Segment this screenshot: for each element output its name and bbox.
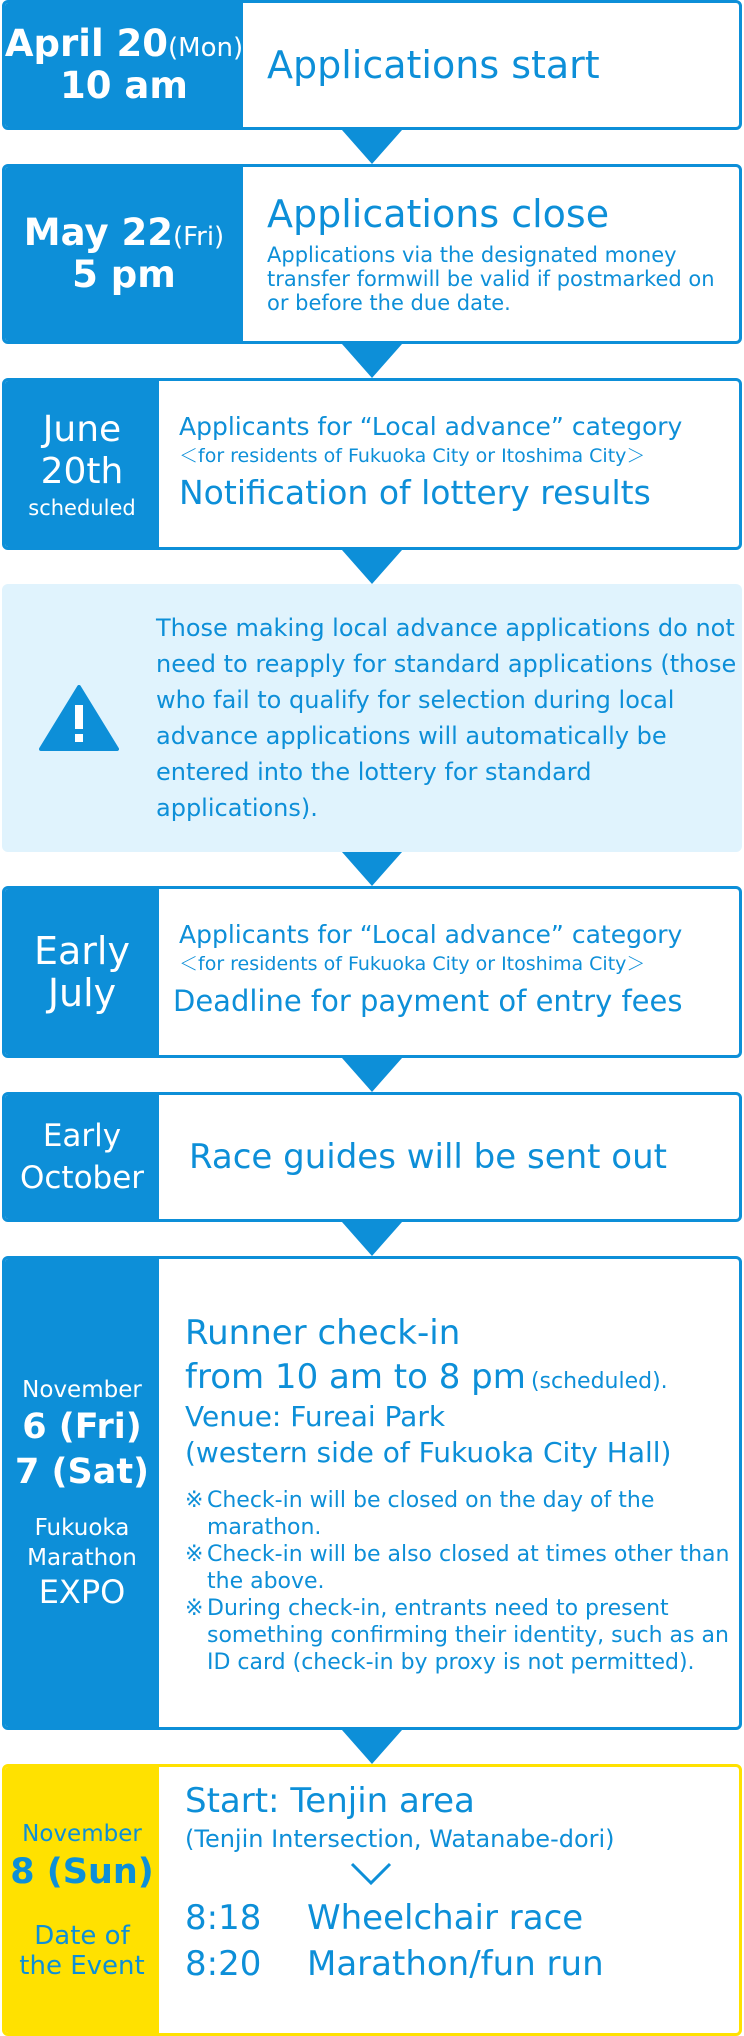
date-text: Early	[42, 1118, 122, 1154]
category-text: Applicants for “Local advance” category	[179, 920, 683, 949]
date-text: November	[22, 1821, 142, 1847]
note-item-text: Check-in will be closed on the day of the marathon.	[207, 1487, 655, 1540]
venue-text: (western side of Fukuoka City Hall)	[185, 1435, 672, 1469]
event-label: Date of	[34, 1921, 130, 1951]
warning-icon	[2, 685, 156, 751]
step-date-label	[5, 167, 243, 341]
flow-arrow	[342, 550, 402, 584]
step-title: Deadline for payment of entry fees	[173, 984, 683, 1018]
step-payment-deadline	[2, 886, 742, 1058]
event-label: the Event	[19, 1951, 145, 1981]
note-box	[2, 584, 742, 852]
step-date-label	[5, 1259, 159, 1727]
step-applications-close	[2, 164, 742, 344]
note-item-text: Check-in will be also closed at times other than the above.	[207, 1541, 730, 1594]
step-content	[243, 167, 739, 341]
date-text: July	[47, 971, 117, 1015]
event-time: 8:18	[185, 1898, 262, 1938]
step-date-label	[5, 1095, 159, 1219]
event-row	[185, 1895, 739, 1941]
note-item-text: During check-in, entrants need to present something confirming their identity, such as an ID card (check-in by proxy is not permitted).	[207, 1595, 729, 1675]
step-race-guides	[2, 1092, 742, 1222]
note-item	[185, 1595, 731, 1676]
check-in-notes	[185, 1487, 731, 1676]
step-title: Applications close	[267, 192, 610, 236]
date-text: 6 (Fri)	[22, 1407, 142, 1447]
step-description: Applications via the designated money transfer formwill be valid if postmarked on or before the due date.	[267, 243, 715, 315]
step-content	[159, 381, 739, 547]
flow-arrow	[342, 1222, 402, 1256]
date-text: May 22	[23, 211, 173, 254]
date-text: Early	[34, 929, 130, 973]
step-title: Notification of lottery results	[179, 473, 651, 512]
note-mark: ※	[185, 1595, 204, 1621]
note-item	[185, 1487, 731, 1541]
event-time: 8:20	[185, 1944, 262, 1984]
step-content	[159, 1095, 739, 1219]
expo-text: Marathon	[27, 1545, 137, 1571]
expo-text: EXPO	[38, 1573, 126, 1611]
flow-arrow	[342, 344, 402, 378]
chevron-down-icon	[185, 1861, 739, 1891]
step-date-label	[5, 3, 243, 127]
date-text: 7 (Sat)	[14, 1452, 150, 1492]
step-content	[159, 1767, 739, 2033]
step-applications-start	[2, 0, 742, 130]
date-text: November	[22, 1377, 142, 1403]
flow-arrow	[342, 1730, 402, 1764]
date-text: April 20	[4, 22, 168, 65]
flow-arrow	[342, 1058, 402, 1092]
event-row	[185, 1941, 739, 1987]
step-lottery-results	[2, 378, 742, 550]
residency-text: ＜for residents of Fukuoka City or Itoshima City＞	[179, 953, 646, 975]
time-text: 10 am	[60, 64, 188, 107]
note-mark: ※	[185, 1487, 204, 1513]
expo-text: Fukuoka	[34, 1515, 130, 1541]
event-name: Wheelchair race	[307, 1898, 584, 1938]
scheduled-text: scheduled	[28, 496, 136, 520]
note-text: Those making local advance applications do not need to reapply for standard applications (those who fail to qualify for selection during local advance applications will automatically be entered into the lottery for standard applications).	[156, 614, 737, 822]
step-runner-check-in	[2, 1256, 742, 1730]
step-date-label	[5, 1767, 159, 2033]
date-text: October	[19, 1160, 145, 1196]
date-text: 20th	[40, 451, 124, 492]
step-date-label	[5, 889, 159, 1055]
date-text: 8 (Sun)	[10, 1852, 154, 1892]
step-title: Applications start	[267, 43, 600, 87]
day-text: (Mon)	[168, 33, 244, 63]
flow-arrow	[342, 852, 402, 886]
start-location: Start: Tenjin area	[185, 1781, 475, 1821]
step-event-day	[2, 1764, 742, 2036]
start-detail: (Tenjin Intersection, Watanabe-dori)	[185, 1825, 615, 1853]
category-text: Applicants for “Local advance” category	[179, 412, 683, 441]
time-text: 5 pm	[72, 253, 176, 296]
note-item	[185, 1541, 731, 1595]
date-text: June	[42, 409, 122, 450]
flow-arrow	[342, 130, 402, 164]
event-name: Marathon/fun run	[307, 1944, 604, 1984]
step-content	[159, 1259, 739, 1727]
step-title: Race guides will be sent out	[189, 1137, 667, 1177]
residency-text: ＜for residents of Fukuoka City or Itoshima City＞	[179, 445, 646, 467]
step-content	[159, 889, 739, 1055]
venue-text: Venue: Fureai Park	[185, 1399, 446, 1433]
day-text: (Fri)	[172, 222, 225, 252]
check-in-hours: from 10 am to 8 pm	[185, 1356, 526, 1397]
note-mark: ※	[185, 1541, 204, 1567]
step-date-label	[5, 381, 159, 547]
step-content	[243, 3, 739, 127]
step-title: Runner check-in	[185, 1312, 461, 1353]
scheduled-text: (scheduled).	[530, 1368, 668, 1394]
